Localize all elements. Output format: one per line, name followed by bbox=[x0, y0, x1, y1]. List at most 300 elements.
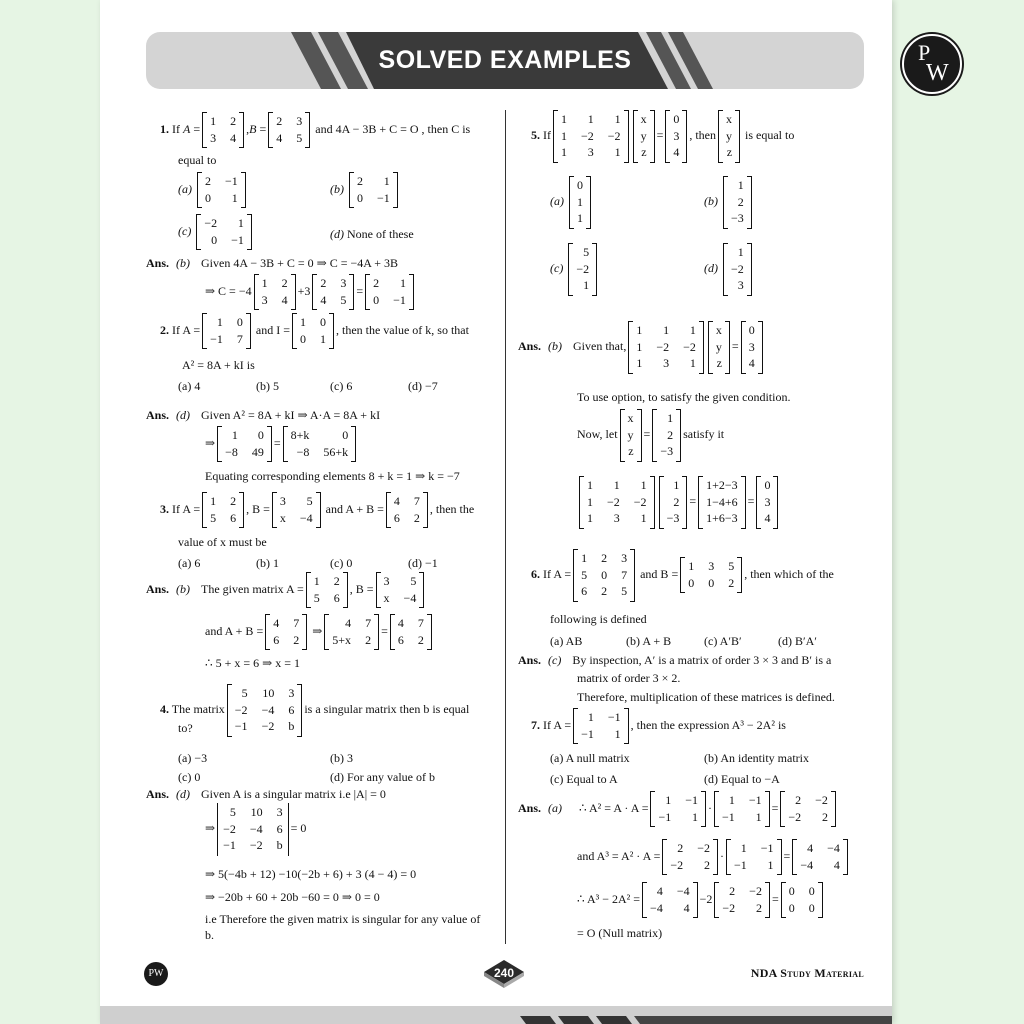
answer-7-step: and A³ = A² · A = 2 −2 −2 2 · 1 −1 −1 1 = 4 −4 −4 4 bbox=[577, 839, 850, 875]
matrix bbox=[718, 110, 740, 163]
matrix-cell: 2 bbox=[276, 114, 283, 128]
matrix bbox=[698, 476, 746, 529]
option-a: (a) A null matrix bbox=[550, 751, 630, 765]
matrix-cell: 1 bbox=[561, 112, 567, 126]
matrix-cell: 2 bbox=[673, 494, 680, 509]
matrix-cell: 1 bbox=[663, 323, 670, 337]
question-4: 4. The matrix 5 10 3 −2 −4 6 −1 −2 b is a singular matrix then b is equal bbox=[160, 684, 469, 737]
matrix bbox=[312, 274, 354, 310]
matrix bbox=[227, 684, 303, 737]
matrix bbox=[726, 839, 782, 875]
matrix-cell: 1 bbox=[614, 726, 621, 741]
matrix bbox=[642, 882, 698, 918]
matrix-cell: 3 bbox=[587, 145, 594, 160]
matrix-cell: 5 bbox=[241, 686, 248, 700]
matrix-cell: 1 bbox=[399, 276, 406, 290]
matrix-cell: 4 bbox=[393, 494, 400, 508]
answer-2-step: ⇒ 1 0 −8 49 = 8+k 0 −8 56+k bbox=[205, 426, 358, 462]
option-c: (c) −2 1 0 −1 bbox=[178, 214, 254, 250]
matrix-cell: 1+6−3 bbox=[706, 511, 738, 526]
option-d: (d) Equal to −A bbox=[704, 772, 780, 786]
matrix-cell: 4 bbox=[276, 130, 283, 145]
determinant bbox=[217, 803, 289, 856]
matrix bbox=[780, 791, 836, 827]
matrix-cell: 2 bbox=[230, 494, 237, 508]
matrix-cell: 2 bbox=[667, 427, 674, 442]
option-a: (a) 2 −1 0 1 bbox=[178, 172, 248, 208]
matrix-cell: 3 bbox=[613, 511, 620, 526]
matrix-cell: 1 bbox=[383, 174, 390, 188]
matrix-cell: 2 bbox=[333, 574, 340, 588]
matrix-cell: 2 bbox=[281, 276, 288, 290]
matrix-cell: 4 bbox=[345, 616, 352, 630]
matrix-cell: 3 bbox=[383, 574, 390, 588]
matrix-cell: −3 bbox=[660, 444, 674, 459]
matrix-cell: 3 bbox=[296, 114, 303, 128]
matrix-cell: 5 bbox=[313, 590, 320, 605]
matrix-cell: 1 bbox=[673, 478, 680, 492]
matrix-cell: −4 bbox=[249, 821, 263, 836]
matrix bbox=[792, 839, 848, 875]
option-d: (d) 1 −2 3 bbox=[704, 243, 754, 296]
matrix-cell: 4 bbox=[273, 616, 280, 630]
matrix bbox=[324, 614, 379, 650]
answer-6-step: Therefore, multiplication of these matrices is defined. bbox=[577, 690, 835, 704]
question-text: A² = 8A + kI is bbox=[182, 358, 255, 372]
pw-footer-logo: PW bbox=[144, 962, 168, 986]
matrix bbox=[376, 572, 425, 608]
option-d: (d) None of these bbox=[330, 227, 414, 241]
matrix-cell: 2 bbox=[373, 276, 380, 290]
matrix-cell: b bbox=[276, 838, 283, 853]
matrix-cell: −2 bbox=[204, 216, 218, 230]
matrix-cell: 2 bbox=[601, 551, 608, 565]
matrix-cell: −2 bbox=[683, 339, 696, 354]
option-c: (c) 6 bbox=[330, 379, 353, 393]
matrix-cell: 4 bbox=[656, 884, 663, 898]
matrix-cell: 3 bbox=[708, 559, 715, 574]
question-5: 5. If 1 1 1 1 −2 −2 1 3 1 x y z = 0 3 4 , then x y z is equal to bbox=[531, 110, 794, 163]
matrix bbox=[254, 274, 296, 310]
matrix-cell: −1 bbox=[607, 710, 621, 724]
matrix bbox=[573, 708, 629, 744]
answer-4-step: ⇒ −20b + 60 + 20b −60 = 0 ⇒ 0 = 0 bbox=[205, 890, 380, 904]
matrix-cell: 7 bbox=[621, 567, 628, 582]
matrix bbox=[349, 172, 398, 208]
matrix-cell: −8 bbox=[296, 444, 310, 459]
matrix-cell: 3 bbox=[621, 551, 628, 565]
matrix-cell: 0 bbox=[236, 315, 243, 329]
matrix bbox=[781, 882, 823, 918]
matrix-cell: 3 bbox=[748, 339, 755, 354]
matrix-cell: 2 bbox=[703, 857, 710, 872]
matrix-cell: 4 bbox=[764, 511, 771, 526]
matrix-cell: −1 bbox=[760, 841, 774, 855]
matrix-cell: 1 bbox=[640, 478, 647, 492]
matrix-cell: 4 bbox=[320, 292, 327, 307]
page-number: 240 bbox=[493, 966, 515, 980]
matrix-cell: 1 bbox=[689, 356, 696, 371]
matrix bbox=[650, 791, 706, 827]
question-number: 1. bbox=[160, 121, 169, 136]
matrix-cell: −2 bbox=[788, 809, 802, 824]
option-a: (a) 0 1 1 bbox=[550, 176, 593, 229]
matrix-cell: −2 bbox=[749, 884, 762, 898]
question-3: 3. If A = 1 2 5 6 , B = 3 5 x −4 and A + B = 4 7 6 2 , then the bbox=[160, 492, 474, 528]
matrix-cell: 1 bbox=[688, 559, 695, 574]
matrix-cell: 1 bbox=[689, 323, 696, 337]
matrix-cell: −2 bbox=[722, 900, 736, 915]
matrix-cell: −2 bbox=[581, 128, 594, 143]
matrix-cell: 1 bbox=[667, 411, 674, 425]
matrix-cell: x bbox=[715, 323, 722, 337]
matrix-cell: 1 bbox=[640, 511, 647, 526]
matrix-cell: 8+k bbox=[290, 428, 310, 442]
matrix-cell: −3 bbox=[666, 511, 680, 526]
answer-6-step: matrix of order 3 × 2. bbox=[577, 671, 681, 685]
matrix bbox=[553, 110, 629, 163]
matrix-cell: 0 bbox=[319, 315, 326, 329]
matrix-cell: −4 bbox=[261, 702, 275, 717]
option-b: (b) 5 bbox=[256, 379, 279, 393]
matrix-cell: 2 bbox=[413, 510, 420, 525]
matrix-cell: 1 bbox=[728, 793, 735, 807]
matrix-cell: 3 bbox=[737, 278, 744, 293]
matrix-cell: 7 bbox=[413, 494, 420, 508]
matrix-cell: 6 bbox=[397, 632, 404, 647]
option-d: (d) −7 bbox=[408, 379, 438, 393]
matrix-cell: 0 bbox=[373, 292, 380, 307]
option-c: (c) 5 −2 1 bbox=[550, 243, 599, 296]
matrix bbox=[202, 492, 244, 528]
matrix-cell: 0 bbox=[357, 190, 363, 205]
matrix-cell: −2 bbox=[261, 719, 275, 734]
matrix bbox=[283, 426, 357, 462]
matrix bbox=[680, 557, 742, 593]
answer-1-step: ⇒ C = −4 1 2 3 4 +3 2 3 4 5 = 2 1 0 −1 bbox=[205, 274, 416, 310]
matrix-cell: 1+2−3 bbox=[706, 478, 738, 492]
option-d: (d) −1 bbox=[408, 556, 438, 570]
matrix-cell: 1 bbox=[313, 574, 320, 588]
matrix-cell: 1 bbox=[231, 190, 238, 205]
matrix-cell: 5 bbox=[410, 574, 417, 588]
matrix-cell: −2 bbox=[815, 793, 828, 807]
answer-4: Ans. (d) Given A is a singular matrix i.e |A| = 0 bbox=[146, 787, 386, 801]
question-1: 1. If A = 1 2 3 4 ,B = 2 3 4 5 and 4A − 3B + C = O , then C is bbox=[160, 112, 470, 148]
matrix-cell: 6 bbox=[288, 702, 295, 717]
answer-5-step: 1 1 1 1 −2 −2 1 3 1 1 2 −3 = 1+2−3 1−4+6 1+6−3 = 0 3 4 bbox=[577, 476, 780, 529]
matrix bbox=[659, 476, 688, 529]
matrix-cell: −2 bbox=[607, 494, 620, 509]
pw-logo: P W bbox=[902, 34, 962, 94]
matrix-cell: 4 bbox=[683, 900, 690, 915]
matrix-cell: y bbox=[627, 427, 634, 442]
question-7: 7. If A = 1 −1 −1 1 , then the expression A³ − 2A² is bbox=[531, 708, 786, 744]
matrix-cell: x bbox=[279, 510, 286, 525]
question-text: value of x must be bbox=[178, 535, 267, 549]
matrix-cell: 7 bbox=[365, 616, 372, 630]
matrix-cell: 1 bbox=[216, 315, 223, 329]
matrix-cell: 1 bbox=[319, 331, 326, 346]
matrix bbox=[217, 426, 272, 462]
answer-4-step: i.e Therefore the given matrix is singular for any value of bbox=[205, 912, 481, 926]
matrix-cell: −4 bbox=[299, 510, 313, 525]
matrix-cell: 7 bbox=[293, 616, 300, 630]
answer-1: Ans. (b) Given 4A − 3B + C = 0 ⇒ C = −4A + 3B bbox=[146, 256, 399, 270]
matrix-cell: 0 bbox=[788, 900, 795, 915]
matrix-cell: −2 bbox=[576, 261, 590, 276]
matrix-cell: 4 bbox=[230, 130, 237, 145]
matrix-cell: 1 bbox=[577, 194, 583, 209]
matrix-cell: 6 bbox=[581, 584, 588, 599]
matrix bbox=[569, 176, 591, 229]
matrix bbox=[365, 274, 414, 310]
matrix-cell: −1 bbox=[722, 809, 735, 824]
answer-5-step: Now, let x y z = 1 2 −3 satisfy it bbox=[577, 409, 724, 462]
question-text: and 4A − 3B + C = O , then C is bbox=[315, 121, 471, 136]
matrix-cell: −4 bbox=[676, 884, 690, 898]
matrix-cell: 3 bbox=[276, 805, 283, 819]
option-c: (c) A′B′ bbox=[704, 634, 742, 648]
footer-title: NDA Study Material bbox=[750, 966, 864, 980]
matrix-cell: 5 bbox=[728, 559, 735, 574]
matrix-cell: −1 bbox=[377, 190, 390, 205]
question-text: to? bbox=[178, 721, 193, 735]
matrix-cell: 2 bbox=[357, 174, 363, 188]
matrix-cell: −1 bbox=[733, 857, 747, 872]
question-2: 2. If A = 1 0 −1 7 and I = 1 0 0 1 , then the value of k, so that bbox=[160, 313, 469, 349]
matrix-cell: 7 bbox=[417, 616, 424, 630]
matrix-cell: x bbox=[640, 112, 647, 126]
answer-7-step: ∴ A³ − 2A² = 4 −4 −4 4 −2 2 −2 −2 2 = 0 0 0 0 bbox=[577, 882, 825, 918]
matrix-cell: 6 bbox=[276, 821, 283, 836]
matrix-cell: 1 bbox=[636, 339, 643, 354]
matrix-cell: −1 bbox=[393, 292, 406, 307]
matrix-cell: −1 bbox=[231, 232, 244, 247]
matrix bbox=[708, 321, 730, 374]
matrix-cell: y bbox=[726, 128, 733, 143]
matrix-cell: 0 bbox=[808, 900, 815, 915]
answer-3: Ans. (b) The given matrix A = 1 2 5 6 , B = 3 5 x −4 bbox=[146, 572, 426, 608]
option-d: (d) B′A′ bbox=[778, 634, 817, 648]
matrix-cell: 6 bbox=[333, 590, 340, 605]
matrix-cell: 0 bbox=[708, 575, 715, 590]
matrix-cell: 2 bbox=[365, 632, 372, 647]
matrix-cell: 5 bbox=[583, 245, 590, 259]
matrix-cell: z bbox=[716, 356, 722, 371]
matrix bbox=[579, 476, 655, 529]
matrix-cell: −8 bbox=[225, 444, 238, 459]
matrix-cell: x bbox=[383, 590, 390, 605]
matrix-cell: 1 bbox=[583, 278, 590, 293]
answer-7: Ans. (a) ∴ A² = A · A = 1 −1 −1 1 · 1 −1 −1 1 = 2 −2 −2 2 bbox=[518, 791, 838, 827]
matrix-cell: 10 bbox=[262, 686, 275, 700]
matrix-cell: 2 bbox=[795, 793, 802, 807]
matrix-cell: 0 bbox=[601, 567, 608, 582]
matrix-cell: 1 bbox=[614, 112, 621, 126]
matrix-cell: 0 bbox=[764, 478, 771, 492]
option-d: (d) For any value of b bbox=[330, 770, 435, 784]
matrix bbox=[620, 409, 642, 462]
matrix-cell: 2 bbox=[320, 276, 327, 290]
matrix-cell: 2 bbox=[737, 194, 744, 209]
matrix-cell: y bbox=[715, 339, 722, 354]
matrix bbox=[652, 409, 681, 462]
matrix-cell: 3 bbox=[210, 130, 217, 145]
matrix-cell: 6 bbox=[393, 510, 400, 525]
matrix-cell: 4 bbox=[748, 356, 755, 371]
matrix-cell: 2 bbox=[601, 584, 608, 599]
matrix-cell: −4 bbox=[650, 900, 663, 915]
matrix-cell: x bbox=[627, 411, 634, 425]
matrix bbox=[306, 572, 348, 608]
matrix-cell: −4 bbox=[403, 590, 417, 605]
matrix-cell: 1 bbox=[636, 323, 643, 337]
matrix-cell: 1 bbox=[613, 478, 620, 492]
matrix-cell: 5 bbox=[581, 567, 588, 582]
matrix-cell: −1 bbox=[210, 331, 223, 346]
matrix bbox=[202, 313, 251, 349]
matrix-cell: −3 bbox=[731, 211, 744, 226]
matrix bbox=[756, 476, 778, 529]
matrix-cell: 1 bbox=[737, 245, 744, 259]
matrix-cell: −2 bbox=[249, 838, 263, 853]
answer-4-step: ⇒ 5 10 3 −2 −4 6 −1 −2 b = 0 bbox=[205, 803, 306, 856]
matrix bbox=[568, 243, 597, 296]
matrix-cell: 4 bbox=[397, 616, 404, 630]
matrix-cell: 1 bbox=[755, 809, 762, 824]
matrix-cell: 1 bbox=[577, 211, 583, 226]
answer-3-step: and A + B = 4 7 6 2 ⇒ 4 7 5+x 2 = 4 7 6 2 bbox=[205, 614, 434, 650]
matrix-cell: 0 bbox=[205, 190, 211, 205]
matrix bbox=[268, 112, 310, 148]
matrix-cell: 2 bbox=[821, 809, 828, 824]
matrix-cell: 3 bbox=[673, 128, 680, 143]
matrix-cell: −4 bbox=[827, 841, 840, 855]
matrix-cell: 7 bbox=[236, 331, 243, 346]
matrix bbox=[573, 549, 635, 602]
column-divider bbox=[505, 110, 506, 944]
matrix-cell: z bbox=[641, 145, 647, 160]
matrix-cell: 2 bbox=[230, 114, 237, 128]
matrix-cell: −1 bbox=[748, 793, 762, 807]
option-a: (a) 4 bbox=[178, 379, 201, 393]
matrix bbox=[723, 176, 752, 229]
matrix bbox=[197, 172, 246, 208]
matrix-cell: 2 bbox=[677, 841, 684, 855]
matrix-cell: −1 bbox=[581, 726, 594, 741]
option-a: (a) −3 bbox=[178, 751, 208, 765]
matrix-cell: 1 bbox=[614, 145, 621, 160]
matrix-cell: −1 bbox=[225, 174, 238, 188]
matrix-cell: 1 bbox=[210, 114, 217, 128]
matrix-cell: 6 bbox=[230, 510, 237, 525]
matrix-cell: −2 bbox=[234, 702, 248, 717]
option-b: (b) 3 bbox=[330, 751, 353, 765]
matrix-cell: 0 bbox=[748, 323, 755, 337]
answer-2-step: Equating corresponding elements 8 + k = 1 ⇒ k = −7 bbox=[205, 469, 460, 483]
matrix-cell: 0 bbox=[342, 428, 349, 442]
matrix bbox=[633, 110, 655, 163]
matrix-cell: 2 bbox=[729, 884, 736, 898]
matrix-cell: −4 bbox=[800, 857, 814, 872]
matrix-cell: 3 bbox=[261, 292, 268, 307]
matrix-cell: 0 bbox=[788, 884, 795, 898]
matrix-cell: 4 bbox=[673, 145, 680, 160]
matrix-cell: 5 bbox=[229, 805, 236, 819]
answer-5-step: To use option, to satisfy the given condition. bbox=[577, 390, 791, 404]
matrix-cell: 2 bbox=[728, 575, 735, 590]
matrix-cell: 4 bbox=[281, 292, 288, 307]
matrix-cell: 5 bbox=[621, 584, 628, 599]
matrix bbox=[714, 791, 770, 827]
matrix-cell: 1 bbox=[692, 809, 699, 824]
matrix-cell: 0 bbox=[673, 112, 680, 126]
matrix-cell: −2 bbox=[656, 339, 670, 354]
matrix-cell: 3 bbox=[764, 494, 771, 509]
answer-7-step: = O (Null matrix) bbox=[577, 926, 663, 940]
matrix-cell: −2 bbox=[223, 821, 236, 836]
matrix-cell: 2 bbox=[293, 632, 300, 647]
matrix-cell: 3 bbox=[663, 356, 670, 371]
matrix-cell: −1 bbox=[234, 719, 248, 734]
matrix-cell: 0 bbox=[688, 575, 695, 590]
matrix-cell: 5 bbox=[306, 494, 313, 508]
option-c: (c) Equal to A bbox=[550, 772, 618, 786]
matrix-cell: b bbox=[288, 719, 295, 734]
matrix-cell: 0 bbox=[808, 884, 815, 898]
footer-stripes bbox=[100, 1002, 892, 1024]
matrix-cell: −2 bbox=[731, 261, 744, 276]
matrix bbox=[292, 313, 334, 349]
matrix-cell: 49 bbox=[251, 444, 264, 459]
matrix-cell: −1 bbox=[223, 838, 236, 853]
matrix-cell: 0 bbox=[211, 232, 218, 247]
matrix-cell: 5+x bbox=[332, 632, 352, 647]
matrix-cell: 1 bbox=[581, 551, 588, 565]
option-b: (b) An identity matrix bbox=[704, 751, 809, 765]
matrix-cell: x bbox=[726, 112, 733, 126]
option-a: (a) 6 bbox=[178, 556, 201, 570]
matrix-cell: 1 bbox=[587, 112, 594, 126]
matrix-cell: 0 bbox=[257, 428, 264, 442]
option-a: (a) AB bbox=[550, 634, 583, 648]
matrix-cell: 10 bbox=[250, 805, 263, 819]
question-6: 6. If A = 1 2 3 5 0 7 6 2 5 and B = 1 3 5 0 0 2 , then which of the bbox=[531, 549, 834, 602]
matrix bbox=[272, 492, 321, 528]
matrix-cell: −2 bbox=[697, 841, 710, 855]
matrix-cell: z bbox=[628, 444, 634, 459]
option-c: (c) 0 bbox=[178, 770, 201, 784]
matrix-cell: 1 bbox=[587, 511, 593, 526]
matrix bbox=[714, 882, 770, 918]
answer-5: Ans. (b) Given that, 1 1 1 1 −2 −2 1 3 1 x y z = 0 3 4 bbox=[518, 321, 765, 374]
answer-2: Ans. (d) Given A² = 8A + kI ⇒ A·A = 8A + kI bbox=[146, 408, 381, 422]
matrix bbox=[202, 112, 244, 148]
matrix bbox=[662, 839, 718, 875]
option-b: (b) 1 2 −3 bbox=[704, 176, 754, 229]
matrix-cell: 1 bbox=[210, 494, 217, 508]
matrix-cell: 1 bbox=[237, 216, 244, 230]
matrix-cell: 1 bbox=[740, 841, 747, 855]
matrix-cell: −2 bbox=[633, 494, 647, 509]
matrix-cell: 1 bbox=[561, 145, 567, 160]
answer-4-step: ⇒ 5(−4b + 12) −10(−2b + 6) + 3 (4 − 4) = 0 bbox=[205, 867, 417, 881]
matrix bbox=[386, 492, 428, 528]
matrix-cell: 3 bbox=[340, 276, 347, 290]
matrix-cell: 3 bbox=[288, 686, 295, 700]
matrix-cell: 1 bbox=[299, 315, 306, 329]
